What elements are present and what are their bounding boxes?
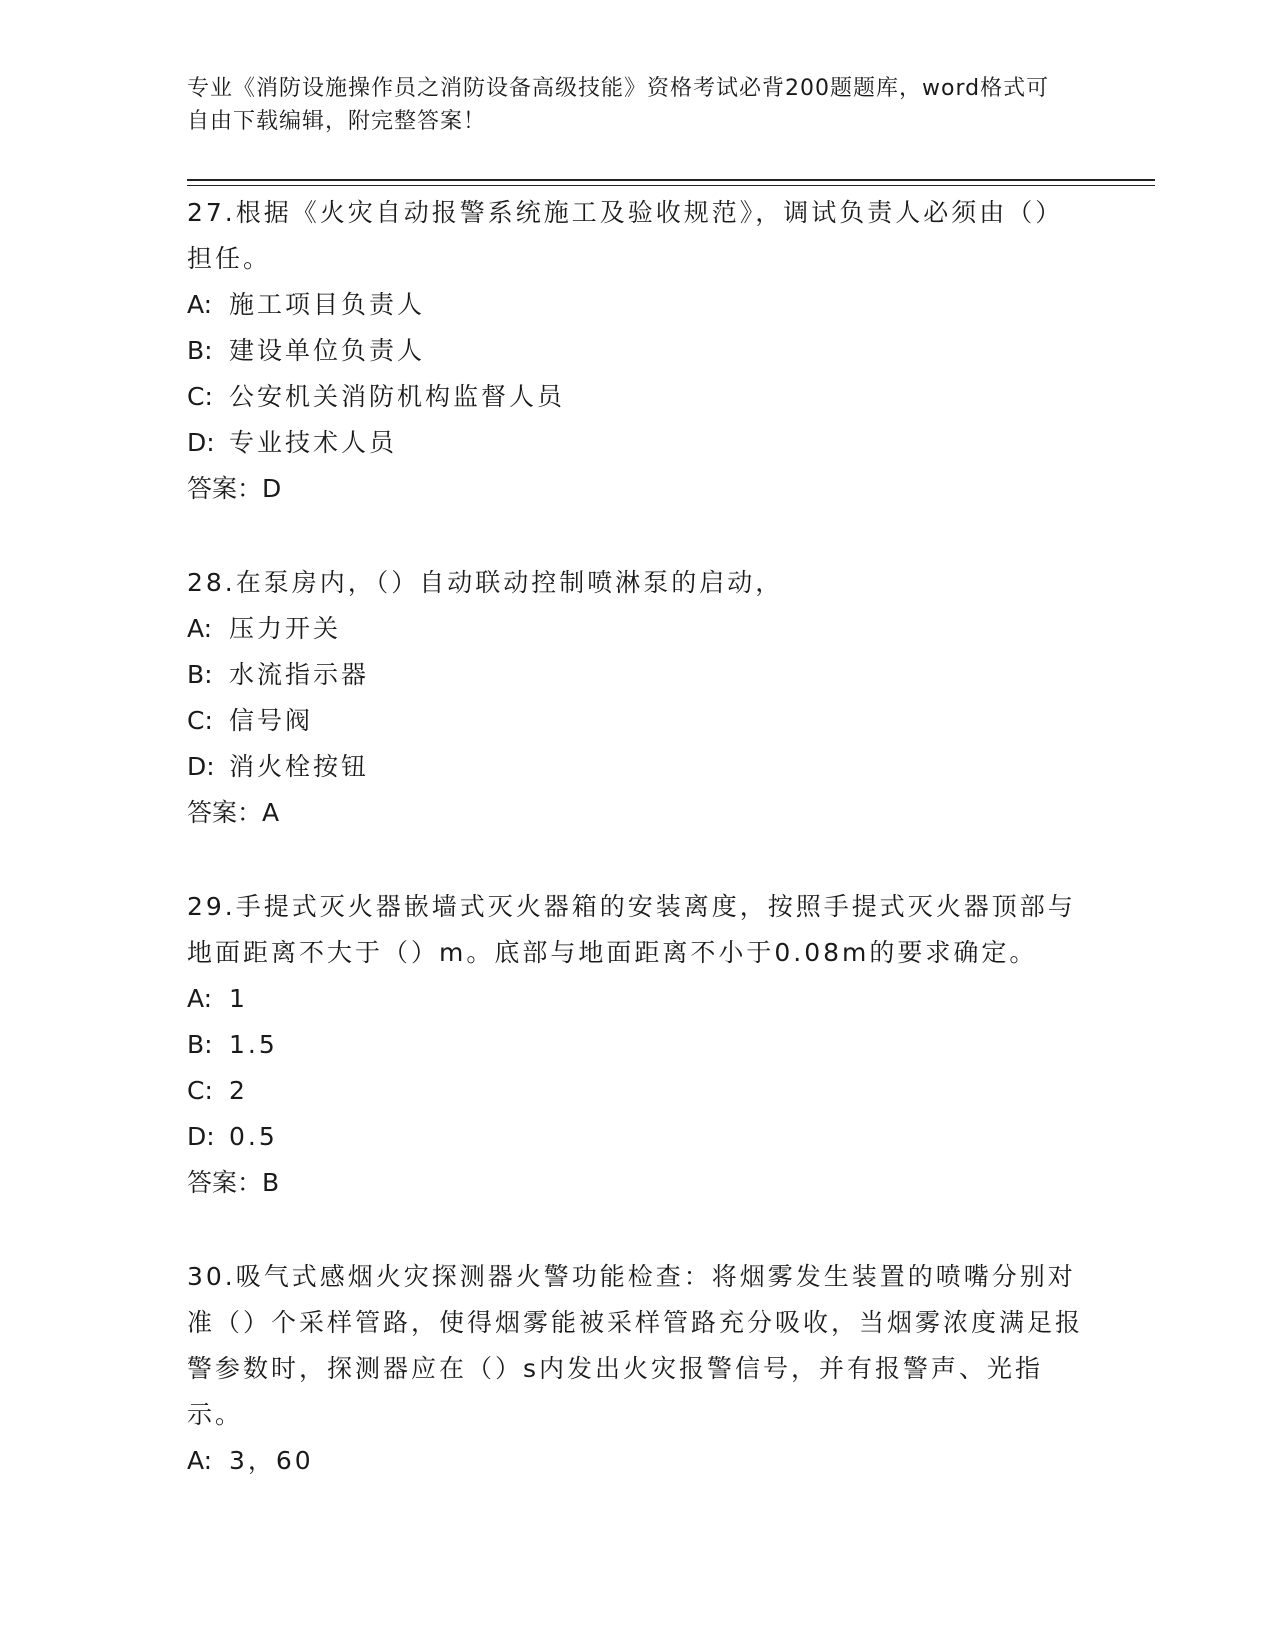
option-a	[187, 606, 1087, 652]
option-text: 专业技术人员	[229, 428, 398, 457]
option-text: 公安机关消防机构监督人员	[229, 382, 566, 411]
question-item	[187, 190, 1087, 512]
option-letter: A:	[187, 1446, 213, 1475]
question-text: 29.手提式灭火器嵌墙式灭火器箱的安装离度，按照手提式灭火器顶部与地面距离不大于（）m。底部与地面距离不小于0.08m的要求确定。	[187, 892, 1076, 967]
option-b	[187, 1022, 1087, 1068]
option-letter: B:	[187, 1030, 213, 1059]
question-text: 27.根据《火灾自动报警系统施工及验收规范》，调试负责人必须由（）担任。	[187, 198, 1064, 273]
option-letter: C:	[187, 382, 213, 411]
answer-line: 答案：B	[187, 1168, 280, 1197]
option-letter: D:	[187, 752, 215, 781]
document-header: 专业《消防设施操作员之消防设备高级技能》资格考试必背200题题库，word格式可自由下载编辑，附完整答案！	[187, 76, 1050, 134]
question-text: 28.在泵房内，（）自动联动控制喷淋泵的启动，	[187, 568, 784, 597]
option-letter: B:	[187, 660, 213, 689]
question-item	[187, 560, 1087, 836]
answer-line: 答案：D	[187, 474, 282, 503]
option-text: 压力开关	[229, 614, 342, 643]
question-item	[187, 884, 1087, 1206]
option-text: 建设单位负责人	[229, 336, 426, 365]
option-text: 1	[229, 984, 248, 1013]
question-text: 30.吸气式感烟火灾探测器火警功能检查：将烟雾发生装置的喷嘴分别对准（）个采样管路，使得烟雾能被采样管路充分吸收，当烟雾浓度满足报警参数时，探测器应在（）s内发出火灾报警信号，并有报警声、光指示。	[187, 1262, 1084, 1429]
question-item	[187, 1254, 1087, 1484]
option-c	[187, 1068, 1087, 1114]
option-d	[187, 744, 1087, 790]
option-c	[187, 374, 1087, 420]
option-text: 3，60	[229, 1446, 314, 1475]
option-text: 1.5	[229, 1030, 278, 1059]
option-text: 水流指示器	[229, 660, 370, 689]
option-text: 0.5	[229, 1122, 278, 1151]
option-b	[187, 328, 1087, 374]
answer-line: 答案：A	[187, 798, 280, 827]
header-divider-top	[187, 179, 1155, 181]
option-text: 消火栓按钮	[229, 752, 370, 781]
option-a	[187, 282, 1087, 328]
option-letter: C:	[187, 1076, 213, 1105]
option-text: 施工项目负责人	[229, 290, 426, 319]
option-letter: D:	[187, 1122, 215, 1151]
option-d	[187, 1114, 1087, 1160]
option-letter: B:	[187, 336, 213, 365]
option-b	[187, 652, 1087, 698]
option-a	[187, 1438, 1087, 1484]
option-d	[187, 420, 1087, 466]
question-list	[187, 190, 1087, 1532]
option-letter: A:	[187, 984, 213, 1013]
option-letter: A:	[187, 614, 213, 643]
option-text: 2	[229, 1076, 248, 1105]
option-a	[187, 976, 1087, 1022]
option-letter: D:	[187, 428, 215, 457]
option-letter: A:	[187, 290, 213, 319]
option-text: 信号阀	[229, 706, 314, 735]
header-divider-bottom	[187, 185, 1155, 186]
option-letter: C:	[187, 706, 213, 735]
option-c	[187, 698, 1087, 744]
